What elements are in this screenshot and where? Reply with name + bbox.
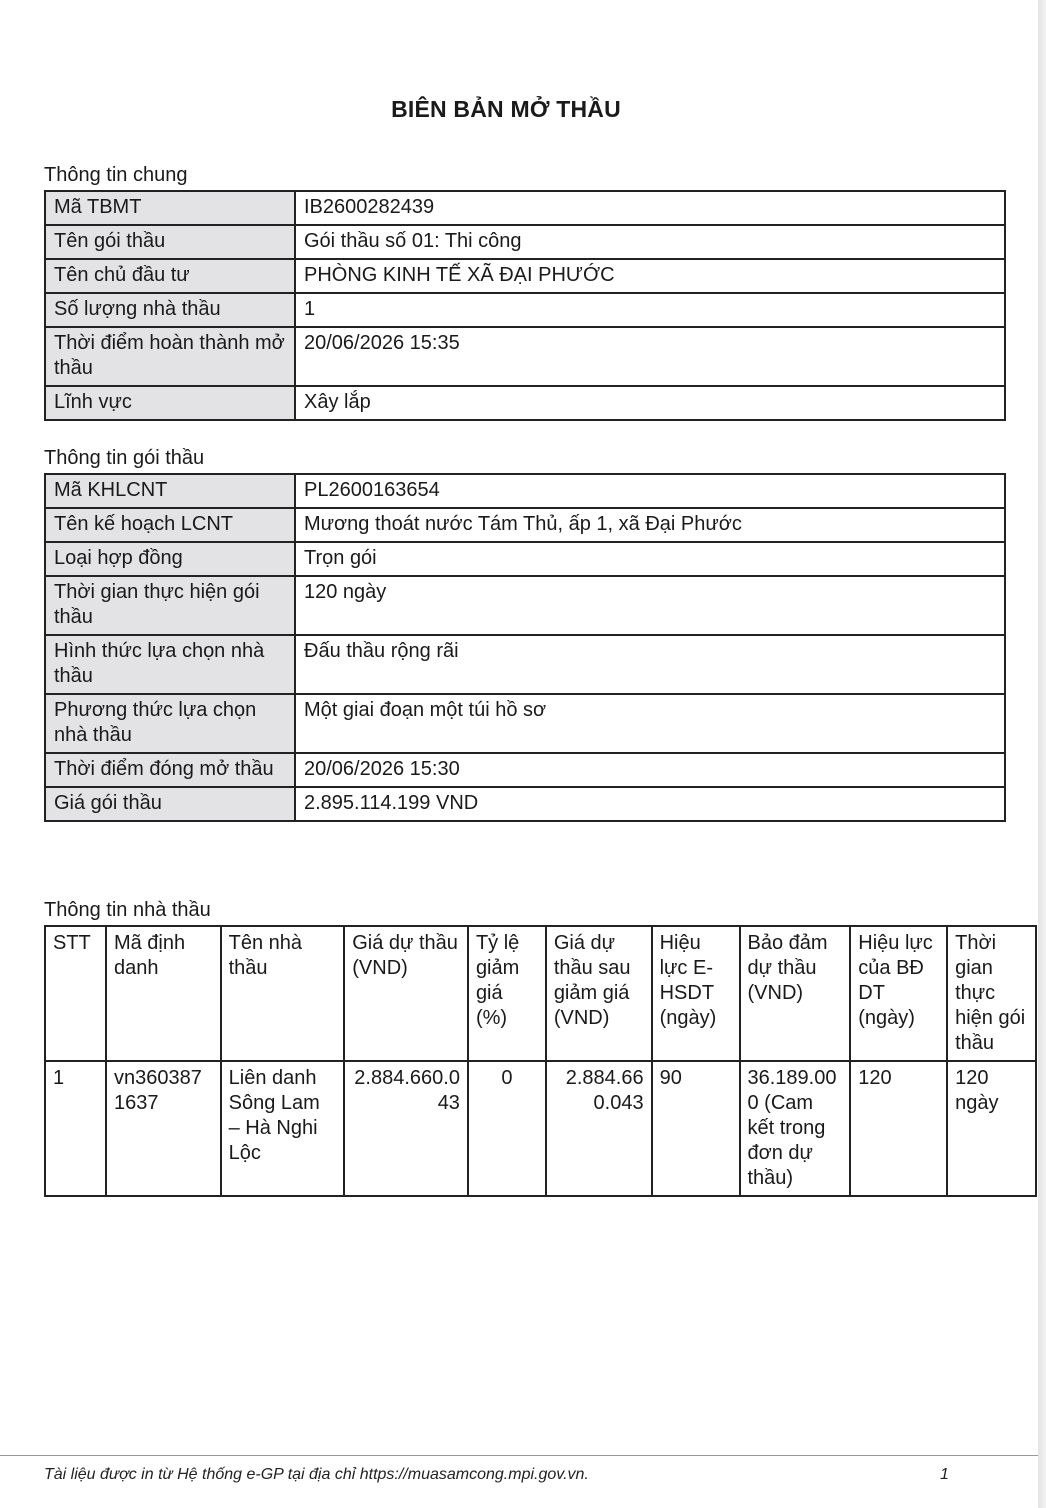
table-row [45, 508, 1005, 542]
table-row [45, 542, 1005, 576]
field-label: Số lượng nhà thầu [45, 293, 295, 327]
table-row [45, 386, 1005, 420]
cell-bid-price: 2.884.660.043 [344, 1061, 468, 1196]
field-value: 20/06/2026 15:35 [295, 327, 1005, 386]
general-info-table [44, 190, 1006, 421]
contractor-info-table [44, 925, 1037, 1197]
field-label: Hình thức lựa chọn nhà thầu [45, 635, 295, 694]
table-row [45, 753, 1005, 787]
table-header-row [45, 926, 1036, 1061]
cell-security-validity: 120 [850, 1061, 947, 1196]
field-label: Giá gói thầu [45, 787, 295, 821]
field-label: Tên chủ đầu tư [45, 259, 295, 293]
table-row [45, 191, 1005, 225]
field-label: Tên kế hoạch LCNT [45, 508, 295, 542]
column-header: Hiệu lực E-HSDT (ngày) [652, 926, 740, 1061]
column-header: Giá dự thầu (VND) [344, 926, 468, 1061]
column-header: Hiệu lực của BĐ DT (ngày) [850, 926, 947, 1061]
table-row [45, 474, 1005, 508]
table-row [45, 787, 1005, 821]
page-edge-shadow [1038, 0, 1046, 1508]
field-label: Loại hợp đồng [45, 542, 295, 576]
column-header: Bảo đảm dự thầu (VND) [740, 926, 851, 1061]
cell-price-after-discount: 2.884.660.043 [546, 1061, 652, 1196]
cell-bid-security: 36.189.000 (Cam kết trong đơn dự thầu) [740, 1061, 851, 1196]
table-row [45, 225, 1005, 259]
field-label: Thời điểm hoàn thành mở thầu [45, 327, 295, 386]
field-label: Mã KHLCNT [45, 474, 295, 508]
field-label: Thời gian thực hiện gói thầu [45, 576, 295, 635]
table-row [45, 694, 1005, 753]
cell-ehsdt-validity: 90 [652, 1061, 740, 1196]
field-value: Trọn gói [295, 542, 1005, 576]
field-value: 120 ngày [295, 576, 1005, 635]
field-value: Xây lắp [295, 386, 1005, 420]
footer-note: Tài liệu được in từ Hệ thống e-GP tại địa chỉ https://muasamcong.mpi.gov.vn. [44, 1466, 589, 1483]
column-header: Thời gian thực hiện gói thầu [947, 926, 1036, 1061]
field-value: Gói thầu số 01: Thi công [295, 225, 1005, 259]
table-row [45, 259, 1005, 293]
column-header: Giá dự thầu sau giảm giá (VND) [546, 926, 652, 1061]
field-value: 20/06/2026 15:30 [295, 753, 1005, 787]
field-value: 1 [295, 293, 1005, 327]
cell-discount-rate: 0 [468, 1061, 546, 1196]
cell-execution-time: 120 ngày [947, 1061, 1036, 1196]
cell-contractor-name: Liên danh Sông Lam – Hà Nghi Lộc [221, 1061, 345, 1196]
cell-stt: 1 [45, 1061, 106, 1196]
field-label: Mã TBMT [45, 191, 295, 225]
field-value: Đấu thầu rộng rãi [295, 635, 1005, 694]
field-label: Thời điểm đóng mở thầu [45, 753, 295, 787]
table-row [45, 576, 1005, 635]
column-header: Tên nhà thầu [221, 926, 345, 1061]
contractor-info-heading: Thông tin nhà thầu [44, 899, 211, 921]
field-label: Tên gói thầu [45, 225, 295, 259]
document-title: BIÊN BẢN MỞ THẦU [391, 96, 621, 122]
field-value: PL2600163654 [295, 474, 1005, 508]
column-header: STT [45, 926, 106, 1061]
package-info-heading: Thông tin gói thầu [44, 447, 205, 469]
field-value: IB2600282439 [295, 191, 1005, 225]
field-value: PHÒNG KINH TẾ XÃ ĐẠI PHƯỚC [295, 259, 1005, 293]
table-row [45, 635, 1005, 694]
general-info-heading: Thông tin chung [44, 164, 188, 186]
table-row [45, 1061, 1036, 1196]
column-header: Tỷ lệ giảm giá (%) [468, 926, 546, 1061]
page-number: 1 [940, 1466, 949, 1483]
table-row [45, 293, 1005, 327]
field-label: Lĩnh vực [45, 386, 295, 420]
footer-divider [0, 1455, 1038, 1456]
field-value: Mương thoát nước Tám Thủ, ấp 1, xã Đại Phước [295, 508, 1005, 542]
table-row [45, 327, 1005, 386]
column-header: Mã định danh [106, 926, 221, 1061]
field-value: 2.895.114.199 VND [295, 787, 1005, 821]
package-info-table [44, 473, 1006, 822]
cell-identifier: vn3603871637 [106, 1061, 221, 1196]
field-label: Phương thức lựa chọn nhà thầu [45, 694, 295, 753]
field-value: Một giai đoạn một túi hồ sơ [295, 694, 1005, 753]
